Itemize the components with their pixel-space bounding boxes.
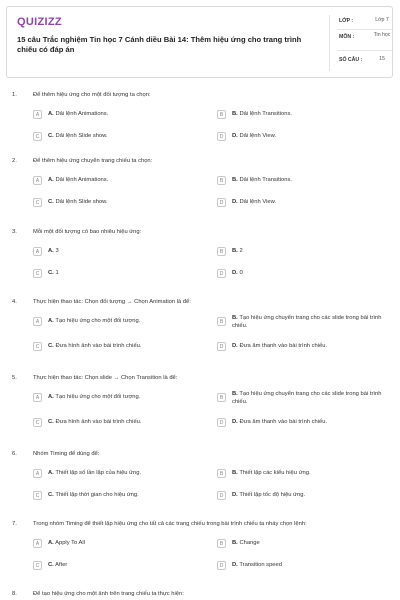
option-text [48, 318, 203, 326]
question-number: 1. [12, 92, 17, 98]
option-label: Dải lệnh Transitions. [239, 177, 292, 183]
option-text [232, 419, 387, 427]
option-label: 3 [55, 248, 59, 254]
answer-option-a[interactable] [33, 469, 203, 483]
option-letter-box: B [217, 317, 226, 326]
option-letter-box: B [217, 176, 226, 185]
option-letter-box: C [33, 561, 42, 570]
option-text [48, 562, 203, 570]
question-text: Để thêm hiệu ứng cho một đối tượng ta chọn: [33, 92, 151, 98]
option-letter-box: D [217, 561, 226, 570]
answer-option-d[interactable] [217, 132, 387, 146]
option-label: Tạo hiệu ứng cho một đối tượng. [55, 394, 141, 400]
option-label: Thiết lập tốc độ hiệu ứng. [239, 492, 306, 498]
option-label: Transition speed [239, 562, 282, 568]
option-letter-box: A [33, 539, 42, 548]
option-label: Dải lệnh View. [239, 133, 277, 139]
option-text [232, 177, 387, 185]
answer-option-a[interactable] [33, 247, 203, 261]
answer-option-b[interactable] [217, 469, 387, 483]
question-number: 2. [12, 158, 17, 164]
option-letter-box: C [33, 491, 42, 500]
option-text [48, 177, 203, 185]
option-letter-box: B [217, 539, 226, 548]
option-prefix: C. [48, 199, 54, 205]
option-prefix: B. [232, 177, 238, 183]
option-prefix: C. [48, 562, 54, 568]
option-label: Dải lệnh View. [239, 199, 277, 205]
option-label: After [55, 562, 68, 568]
answer-option-a[interactable] [33, 317, 203, 331]
option-letter-box: A [33, 176, 42, 185]
option-label: Tạo hiệu ứng cho một đối tượng. [55, 318, 141, 324]
option-prefix: D. [232, 133, 238, 139]
answer-option-b[interactable] [217, 393, 387, 407]
option-label: Dải lệnh Animations. [55, 177, 109, 183]
question-number: 5. [12, 375, 17, 381]
option-label: Thiết lập các kiểu hiệu ứng. [239, 470, 311, 476]
option-label: Tạo hiệu ứng chuyển trang cho các slide trong bài trình chiếu. [232, 315, 382, 329]
question-text: Thực hiện thao tác: Chọn đối tượng → Chọn Animation là để: [33, 299, 191, 305]
meta-divider [337, 50, 394, 51]
option-text [232, 540, 387, 548]
answer-option-b[interactable] [217, 317, 387, 331]
option-text [232, 270, 387, 278]
option-text [232, 199, 387, 207]
option-text [232, 470, 387, 478]
question-text: Thực hiện thao tác: Chọn slide → Chọn Transition là để: [33, 375, 178, 381]
answer-option-c[interactable] [33, 198, 203, 212]
option-prefix: B. [232, 470, 238, 476]
answer-option-d[interactable] [217, 269, 387, 283]
question-number: 7. [12, 521, 17, 527]
answer-option-d[interactable] [217, 418, 387, 432]
answer-option-c[interactable] [33, 269, 203, 283]
option-prefix: B. [232, 248, 238, 254]
answer-option-b[interactable] [217, 539, 387, 553]
answer-option-a[interactable] [33, 110, 203, 124]
option-prefix: A. [48, 540, 54, 546]
answer-option-a[interactable] [33, 393, 203, 407]
option-label: Đưa hình ảnh vào bài trình chiếu. [55, 343, 142, 349]
option-letter-box: D [217, 198, 226, 207]
answer-option-b[interactable] [217, 176, 387, 190]
option-letter-box: A [33, 317, 42, 326]
answer-option-c[interactable] [33, 561, 203, 575]
option-text [232, 562, 387, 570]
worksheet-header [6, 6, 393, 78]
answer-option-c[interactable] [33, 418, 203, 432]
worksheet-title: 15 câu Trắc nghiệm Tin học 7 Cánh diều Bài 14: Thêm hiệu ứng cho trang trình chiếu có đáp án [17, 35, 302, 54]
option-label: Dải lệnh Slide show. [55, 199, 108, 205]
option-text [48, 270, 203, 278]
option-label: Dải lệnh Transitions. [239, 111, 292, 117]
option-letter-box: C [33, 342, 42, 351]
option-prefix: B. [232, 540, 238, 546]
option-prefix: A. [48, 177, 54, 183]
answer-option-c[interactable] [33, 491, 203, 505]
option-text [232, 133, 387, 141]
option-prefix: D. [232, 343, 238, 349]
count-value: 15 [379, 56, 385, 62]
answer-option-b[interactable] [217, 247, 387, 261]
option-prefix: D. [232, 492, 238, 498]
option-text [232, 111, 387, 119]
option-label: 2 [239, 248, 243, 254]
option-label: Dải lệnh Animations. [55, 111, 109, 117]
answer-option-d[interactable] [217, 491, 387, 505]
option-prefix: A. [48, 248, 54, 254]
option-prefix: A. [48, 111, 54, 117]
option-prefix: B. [232, 315, 238, 321]
grade-label: LỚP : [339, 18, 354, 24]
option-text [48, 540, 203, 548]
option-prefix: C. [48, 133, 54, 139]
option-text [48, 394, 203, 402]
quizizz-logo: QUIZIZZ [17, 16, 62, 28]
question-text: Để thêm hiệu ứng chuyển trang chiếu ta chọn: [33, 158, 153, 164]
option-letter-box: B [217, 110, 226, 119]
option-letter-box: C [33, 269, 42, 278]
option-letter-box: C [33, 132, 42, 141]
option-letter-box: A [33, 469, 42, 478]
question-number: 4. [12, 299, 17, 305]
question-number: 6. [12, 451, 17, 457]
option-text [48, 470, 203, 478]
answer-option-b[interactable] [217, 110, 387, 124]
answer-option-c[interactable] [33, 132, 203, 146]
question-text: Mỗi một đối tượng có bao nhiêu hiệu ứng: [33, 229, 142, 235]
answer-option-d[interactable] [217, 342, 387, 356]
question-text: Nhóm Timing để dùng để: [33, 451, 100, 457]
option-prefix: C. [48, 492, 54, 498]
option-letter-box: D [217, 491, 226, 500]
option-text [48, 343, 203, 351]
option-text [48, 492, 203, 500]
option-text [232, 343, 387, 351]
option-letter-box: D [217, 342, 226, 351]
option-prefix: A. [48, 470, 54, 476]
option-letter-box: C [33, 198, 42, 207]
question-text: Để tạo hiệu ứng cho một ảnh trên trang chiếu ta thực hiện: [33, 591, 184, 597]
option-prefix: C. [48, 343, 54, 349]
option-label: Thiết lập thời gian cho hiệu ứng. [55, 492, 139, 498]
subject-label: MÔN : [339, 34, 355, 40]
option-prefix: C. [48, 270, 54, 276]
option-letter-box: A [33, 247, 42, 256]
question-number: 3. [12, 229, 17, 235]
answer-option-c[interactable] [33, 342, 203, 356]
option-letter-box: B [217, 469, 226, 478]
option-text [232, 391, 387, 406]
option-letter-box: C [33, 418, 42, 427]
option-prefix: D. [232, 562, 238, 568]
option-prefix: A. [48, 394, 54, 400]
option-letter-box: D [217, 132, 226, 141]
option-prefix: B. [232, 391, 238, 397]
option-label: 0 [239, 270, 243, 276]
meta-divider [337, 29, 394, 30]
option-label: Change [239, 540, 260, 546]
answer-option-d[interactable] [217, 561, 387, 575]
option-text [48, 419, 203, 427]
option-text [232, 492, 387, 500]
option-label: Đưa hình ảnh vào bài trình chiếu. [55, 419, 142, 425]
count-label: SỐ CÂU : [339, 57, 363, 63]
option-letter-box: A [33, 393, 42, 402]
option-text [232, 315, 387, 330]
option-text [232, 248, 387, 256]
option-letter-box: B [217, 247, 226, 256]
option-label: Apply To All [55, 540, 85, 546]
option-prefix: D. [232, 419, 238, 425]
option-prefix: D. [232, 199, 238, 205]
option-prefix: A. [48, 318, 54, 324]
option-label: Dải lệnh Slide show. [55, 133, 108, 139]
question-number: 8. [12, 591, 17, 597]
option-prefix: B. [232, 111, 238, 117]
answer-option-a[interactable] [33, 176, 203, 190]
option-text [48, 133, 203, 141]
option-letter-box: A [33, 110, 42, 119]
option-label: Tạo hiệu ứng chuyển trang cho các slide trong bài trình chiếu. [232, 391, 382, 405]
option-label: Đưa âm thanh vào bài trình chiếu. [239, 343, 328, 349]
header-divider [329, 15, 330, 71]
option-text [48, 248, 203, 256]
option-label: 1 [55, 270, 59, 276]
option-prefix: D. [232, 270, 238, 276]
answer-option-d[interactable] [217, 198, 387, 212]
option-label: Đưa âm thanh vào bài trình chiếu. [239, 419, 328, 425]
answer-option-a[interactable] [33, 539, 203, 553]
question-text: Trong nhóm Timing để thiết lập hiệu ứng cho tất cả các trang chiếu trong bài trình chiếu ta nháy chọn lệnh: [33, 521, 307, 527]
option-letter-box: D [217, 269, 226, 278]
option-text [48, 111, 203, 119]
option-prefix: C. [48, 419, 54, 425]
subject-value: Tin học [373, 32, 391, 38]
grade-value: Lớp 7 [375, 17, 389, 23]
option-letter-box: B [217, 393, 226, 402]
option-letter-box: D [217, 418, 226, 427]
option-label: Thiết lập số lần lặp của hiệu ứng. [55, 470, 142, 476]
option-text [48, 199, 203, 207]
